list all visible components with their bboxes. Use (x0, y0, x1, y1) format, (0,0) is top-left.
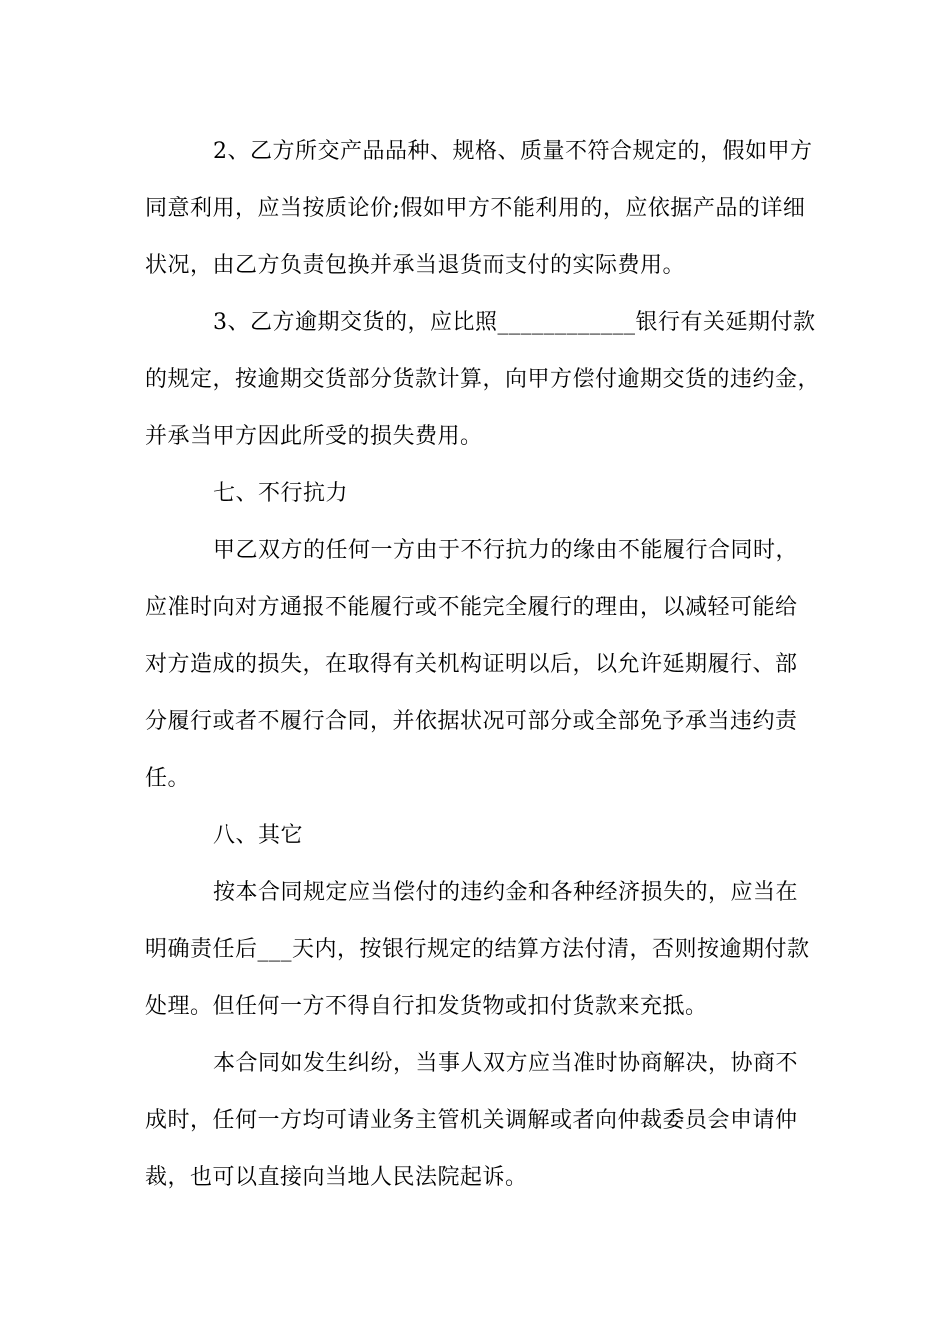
paragraph-line: 任。 (145, 766, 191, 791)
section-heading: 八、其它 (213, 823, 304, 848)
paragraph-line: 同意利用，应当按质论价;假如甲方不能利用的，应依据产品的详细 (145, 196, 806, 221)
paragraph-line: 并承当甲方因此所受的损失费用。 (145, 424, 483, 449)
paragraph-line: 成时，任何一方均可请业务主管机关调解或者向仲裁委员会申请仲 (145, 1108, 798, 1133)
paragraph-line: 应准时向对方通报不能履行或不能完全履行的理由，以减轻可能给 (145, 595, 798, 620)
paragraph-line: 分履行或者不履行合同，并依据状况可部分或全部免予承当违约责 (145, 709, 798, 734)
paragraph-line: 2、乙方所交产品品种、规格、质量不符合规定的，假如甲方 (213, 139, 813, 164)
paragraph-line: 处理。但任何一方不得自行扣发货物或扣付货款来充抵。 (145, 994, 708, 1019)
paragraph-line: 裁，也可以直接向当地人民法院起诉。 (145, 1165, 528, 1190)
paragraph-line: 3、乙方逾期交货的，应比照____________银行有关延期付款 (213, 310, 816, 335)
paragraph-line: 本合同如发生纠纷，当事人双方应当准时协商解决，协商不 (213, 1051, 799, 1076)
paragraph-line: 状况，由乙方负责包换并承当退货而支付的实际费用。 (145, 253, 686, 278)
paragraph-line: 明确责任后___天内，按银行规定的结算方法付清，否则按逾期付款 (145, 937, 810, 962)
paragraph-line: 按本合同规定应当偿付的违约金和各种经济损失的，应当在 (213, 880, 799, 905)
paragraph-line: 的规定，按逾期交货部分货款计算，向甲方偿付逾期交货的违约金， (145, 367, 821, 392)
section-heading: 七、不行抗力 (213, 481, 349, 506)
paragraph-line: 对方造成的损失，在取得有关机构证明以后，以允许延期履行、部 (145, 652, 798, 677)
paragraph-line: 甲乙双方的任何一方由于不行抗力的缘由不能履行合同时， (213, 538, 799, 563)
